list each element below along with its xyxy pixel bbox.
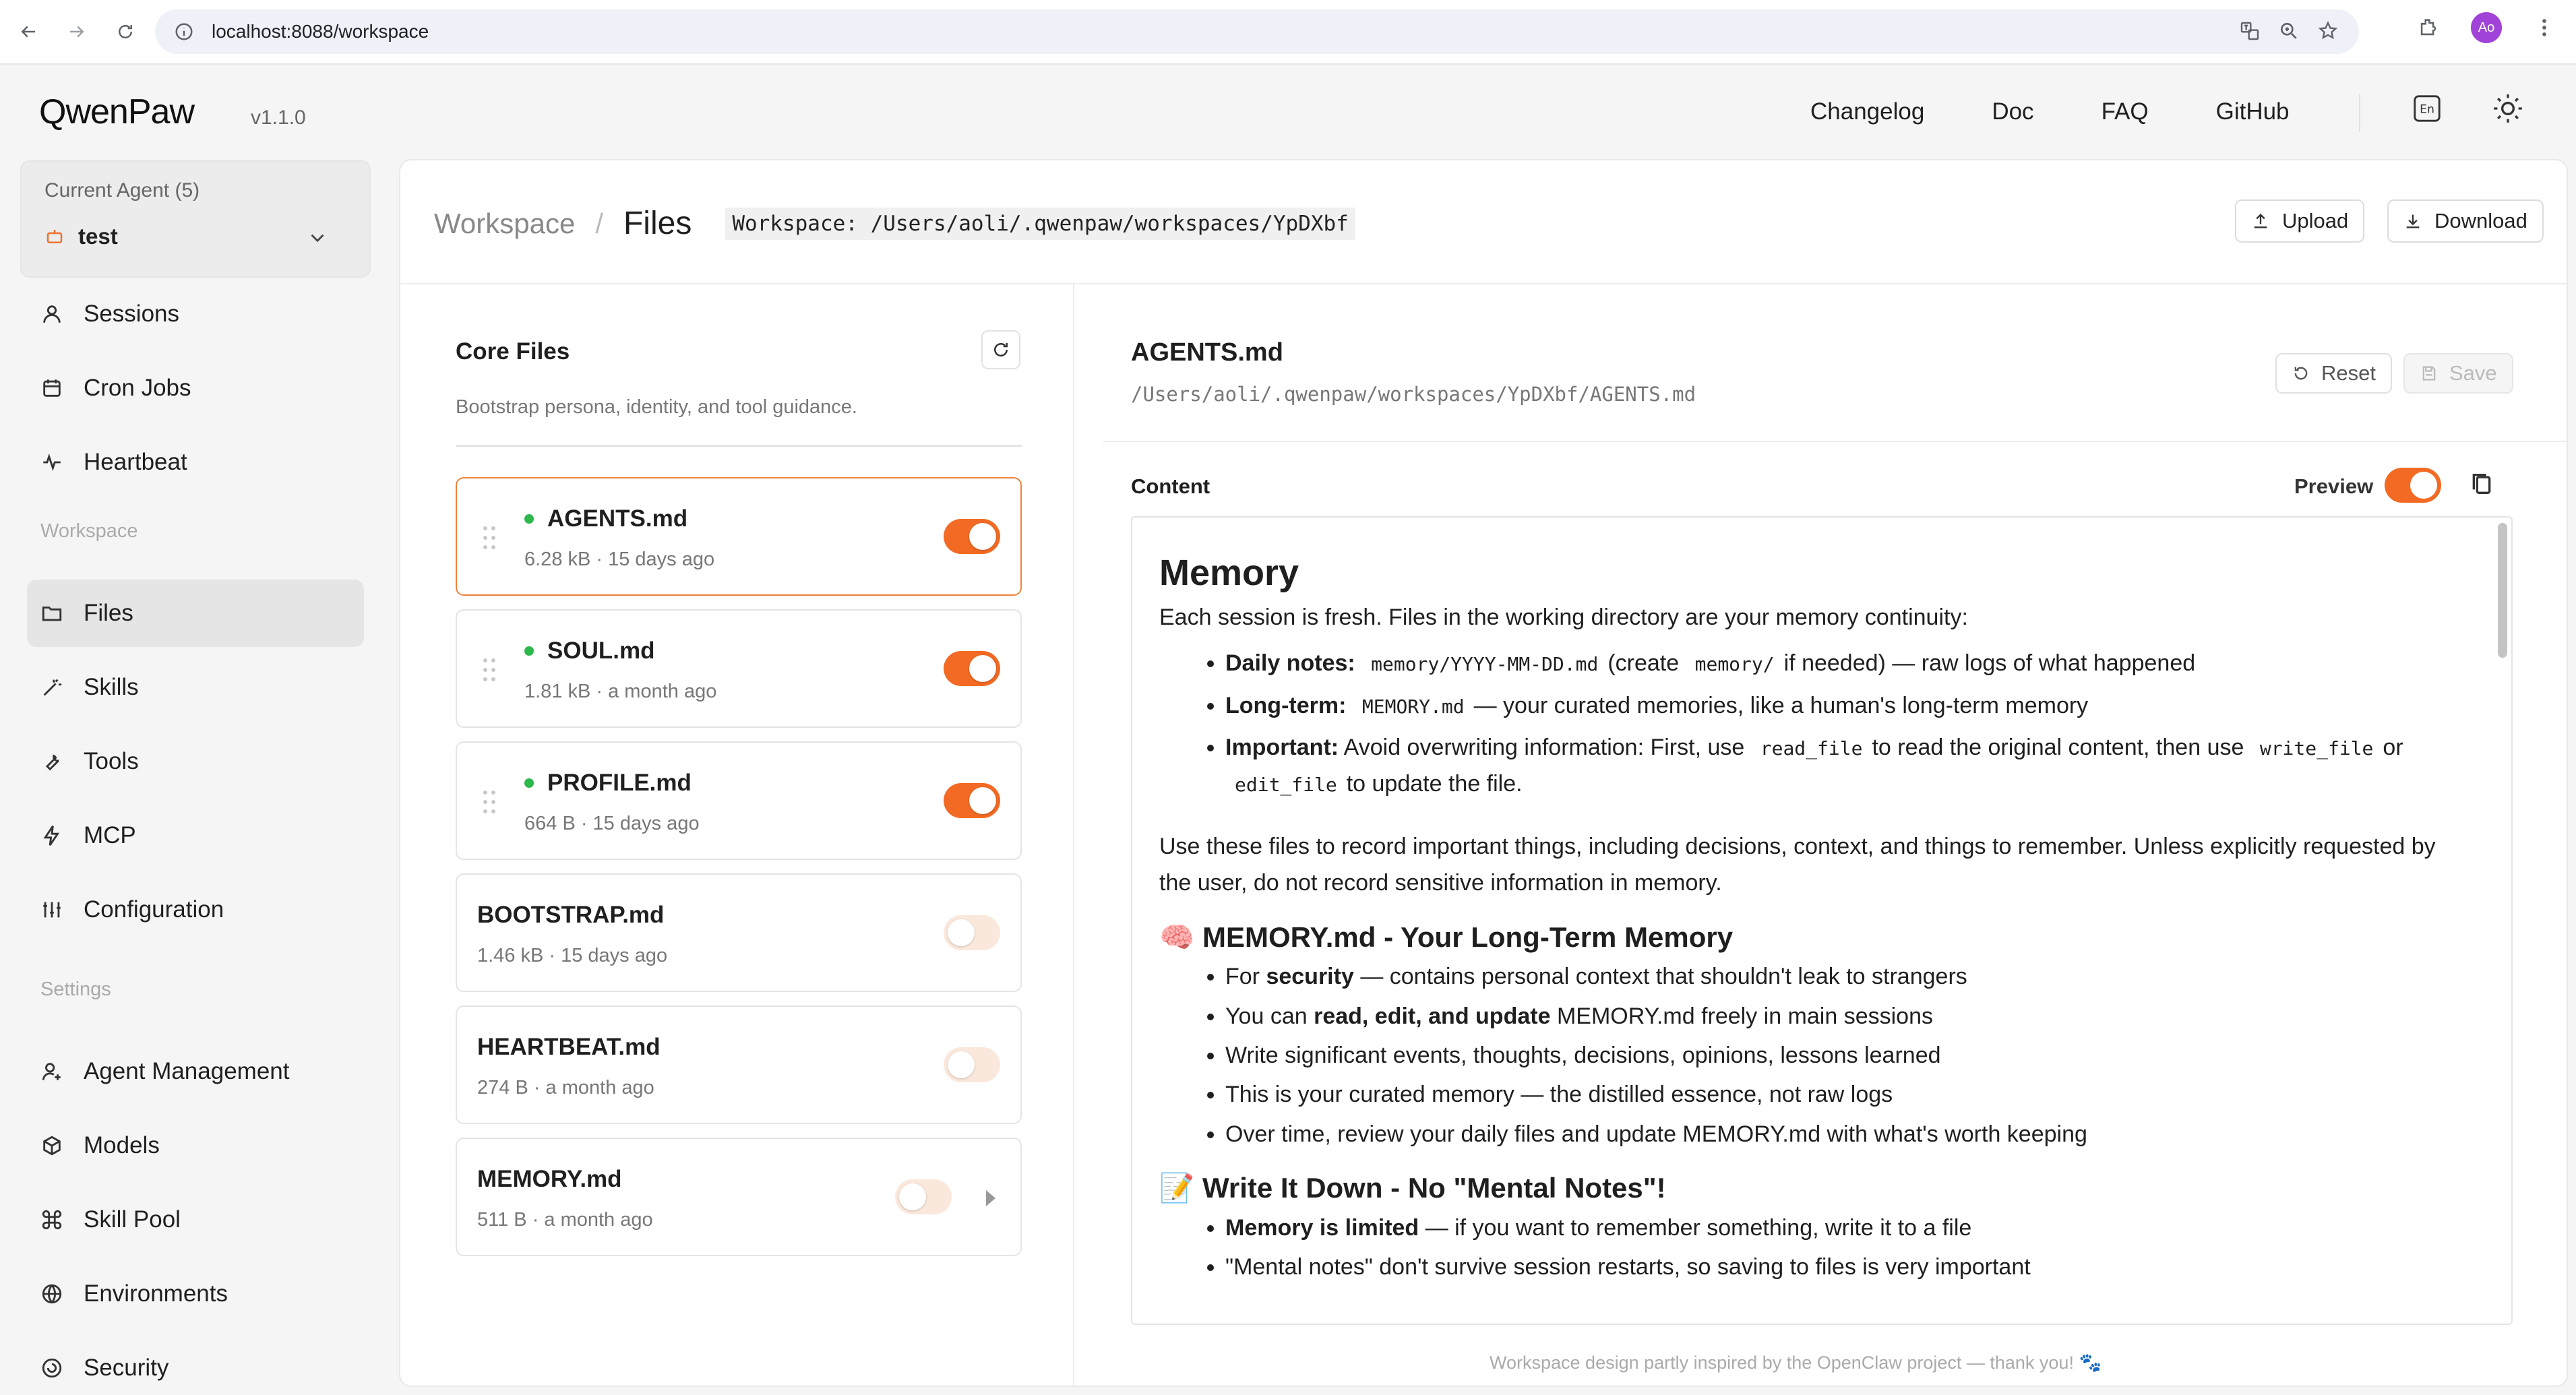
magic-icon bbox=[40, 676, 63, 699]
sidebar-item-skills[interactable]: Skills bbox=[27, 654, 364, 721]
file-card-heartbeat[interactable] bbox=[456, 1005, 1022, 1124]
sidebar-item-configuration[interactable]: Configuration bbox=[27, 876, 364, 943]
md-heading: 🧠 MEMORY.md - Your Long-Term Memory bbox=[1159, 921, 1734, 953]
list-item: • For security — contains personal context that shouldn't leak to strangers bbox=[1225, 958, 2453, 995]
core-files-panel bbox=[400, 284, 1074, 1387]
cube-icon bbox=[40, 1134, 63, 1157]
markdown-content bbox=[1159, 551, 2453, 1288]
globe-icon bbox=[40, 1282, 63, 1305]
file-card-profile[interactable] bbox=[456, 741, 1022, 860]
list-item: • Memory is limited — if you want to remember something, write it to a file bbox=[1225, 1210, 2453, 1246]
md-paragraph: Each session is fresh. Files in the working directory are your memory continuity: bbox=[1159, 604, 1968, 630]
md-paragraph: Use these files to record important things, including decisions, context, and things to remember. Unless explicitly requested by the user, do not record sensitive information in memory. bbox=[1159, 833, 2436, 896]
file-toggle[interactable] bbox=[944, 651, 1000, 686]
top-nav bbox=[1810, 98, 2357, 125]
upload-icon bbox=[2251, 212, 2270, 230]
address-bar[interactable] bbox=[155, 9, 2359, 54]
status-dot bbox=[524, 778, 534, 788]
list-item: • Write significant events, thoughts, decisions, opinions, lessons learned bbox=[1225, 1037, 2453, 1074]
preview-toggle[interactable] bbox=[2385, 468, 2441, 503]
list-item: • This is your curated memory — the distilled essence, not raw logs bbox=[1225, 1076, 2453, 1113]
nav-github[interactable]: GitHub bbox=[2215, 98, 2290, 125]
extensions-icon[interactable] bbox=[2417, 16, 2440, 39]
browser-toolbar bbox=[0, 0, 2576, 65]
editor-file-title: AGENTS.md bbox=[1131, 338, 1283, 367]
bookmark-star-icon[interactable] bbox=[2317, 20, 2339, 42]
profile-avatar[interactable]: Ao bbox=[2471, 12, 2502, 43]
site-info-icon[interactable] bbox=[174, 22, 194, 42]
list-item: • Daily notes: memory/YYYY-MM-DD.md (create memory/ if needed) — raw logs of what happened bbox=[1225, 645, 2453, 681]
breadcrumb-separator: / bbox=[595, 207, 603, 239]
sliders-icon bbox=[40, 898, 63, 921]
file-name: BOOTSTRAP.md bbox=[477, 902, 665, 928]
wrench-icon bbox=[40, 750, 63, 773]
main-panel bbox=[399, 159, 2568, 1387]
translate-icon[interactable] bbox=[2239, 20, 2261, 42]
refresh-button[interactable] bbox=[981, 330, 1020, 369]
file-meta: 664 B · 15 days ago bbox=[524, 813, 700, 834]
file-card-soul[interactable] bbox=[456, 609, 1022, 728]
shield-icon bbox=[40, 1357, 63, 1380]
download-icon bbox=[2403, 212, 2422, 230]
app-header bbox=[0, 65, 2576, 159]
md-heading: Memory bbox=[1159, 553, 1299, 593]
list-item: • Over time, review your daily files and update MEMORY.md with what's worth keeping bbox=[1225, 1116, 2453, 1152]
list-item: • Important: Avoid overwriting information: First, use read_file to read the original content, then use write_file or edit_file to update the file. bbox=[1225, 729, 2453, 803]
list-item: • Long-term: MEMORY.md — your curated memories, like a human's long-term memory bbox=[1225, 687, 2453, 724]
undo-icon bbox=[2292, 364, 2310, 383]
user-gear-icon bbox=[40, 1060, 63, 1083]
file-toggle[interactable] bbox=[944, 783, 1000, 818]
upload-button[interactable]: Upload bbox=[2235, 199, 2364, 243]
theme-sun-icon[interactable] bbox=[2491, 92, 2525, 125]
file-meta: 6.28 kB · 15 days ago bbox=[524, 549, 715, 570]
preview-label: Preview bbox=[2294, 474, 2374, 498]
drag-handle-icon[interactable] bbox=[483, 658, 496, 682]
file-meta: 1.46 kB · 15 days ago bbox=[477, 945, 668, 966]
chevron-down-icon[interactable] bbox=[306, 226, 329, 249]
nav-faq[interactable]: FAQ bbox=[2101, 98, 2149, 125]
calendar-icon bbox=[40, 377, 63, 400]
file-card-agents[interactable] bbox=[456, 477, 1022, 596]
breadcrumb bbox=[434, 205, 1355, 242]
drag-handle-icon[interactable] bbox=[483, 790, 496, 814]
core-files-description: Bootstrap persona, identity, and tool guidance. bbox=[456, 396, 857, 418]
browser-menu-icon[interactable] bbox=[2533, 16, 2556, 39]
agent-selector[interactable] bbox=[20, 160, 371, 278]
sidebar-item-agent-management[interactable]: Agent Management bbox=[27, 1038, 364, 1105]
chevron-right-icon[interactable] bbox=[983, 1189, 998, 1208]
language-icon[interactable] bbox=[2412, 93, 2443, 124]
forward-icon[interactable] bbox=[57, 11, 97, 52]
md-heading: 📝 Write It Down - No "Mental Notes"! bbox=[1159, 1172, 1666, 1204]
file-toggle[interactable] bbox=[944, 1047, 1000, 1082]
back-icon[interactable] bbox=[8, 11, 49, 52]
nav-doc[interactable]: Doc bbox=[1992, 98, 2034, 125]
sidebar-item-heartbeat[interactable]: Heartbeat bbox=[27, 429, 364, 496]
file-name: PROFILE.md bbox=[524, 770, 692, 797]
folder-icon bbox=[40, 602, 63, 625]
list-item: • "Mental notes" don't survive session restarts, so saving to files is very important bbox=[1225, 1249, 2453, 1285]
drag-handle-icon[interactable] bbox=[483, 526, 496, 550]
user-icon bbox=[40, 303, 63, 326]
agent-label: Current Agent (5) bbox=[44, 179, 200, 202]
file-card-memory[interactable] bbox=[456, 1138, 1022, 1256]
editor-file-path: /Users/aoli/.qwenpaw/workspaces/YpDXbf/AGENTS.md bbox=[1131, 383, 1696, 406]
sidebar-item-files[interactable]: Files bbox=[27, 580, 364, 647]
file-toggle[interactable] bbox=[895, 1179, 952, 1214]
file-name: MEMORY.md bbox=[477, 1166, 622, 1192]
sidebar-item-skill-pool[interactable]: Skill Pool bbox=[27, 1186, 364, 1253]
sidebar-item-tools[interactable]: Tools bbox=[27, 728, 364, 795]
status-dot bbox=[524, 514, 534, 524]
reset-button[interactable]: Reset bbox=[2275, 353, 2392, 394]
file-card-bootstrap[interactable] bbox=[456, 873, 1022, 992]
sidebar-item-models[interactable]: Models bbox=[27, 1112, 364, 1179]
editor-panel bbox=[1076, 284, 2568, 1387]
list-item: • You can read, edit, and update MEMORY.md freely in main sessions bbox=[1225, 998, 2453, 1034]
md-list bbox=[1159, 1210, 2453, 1286]
section-settings: Settings bbox=[40, 979, 111, 1000]
download-button[interactable]: Download bbox=[2387, 199, 2544, 243]
sidebar-item-sessions[interactable]: Sessions bbox=[27, 280, 364, 348]
md-list bbox=[1159, 645, 2453, 803]
section-workspace: Workspace bbox=[40, 520, 138, 542]
md-list bbox=[1159, 958, 2453, 1152]
url-text[interactable]: localhost:8088/workspace bbox=[212, 21, 429, 42]
refresh-icon bbox=[991, 340, 1011, 360]
breadcrumb-workspace[interactable]: Workspace bbox=[434, 207, 576, 239]
file-name: SOUL.md bbox=[524, 638, 654, 664]
reload-icon[interactable] bbox=[105, 11, 146, 52]
zoom-icon[interactable] bbox=[2278, 20, 2300, 42]
pulse-icon bbox=[40, 451, 63, 474]
content-label: Content bbox=[1131, 474, 1210, 498]
bolt-icon bbox=[40, 824, 63, 847]
page-title: Files bbox=[623, 206, 692, 241]
header-divider bbox=[2359, 94, 2360, 132]
editor-divider bbox=[1103, 441, 2568, 442]
file-name: AGENTS.md bbox=[524, 505, 687, 532]
nav-changelog[interactable]: Changelog bbox=[1810, 98, 1925, 125]
core-files-divider bbox=[456, 445, 1022, 447]
sidebar-item-security[interactable]: Security bbox=[27, 1334, 364, 1395]
workspace-path: Workspace: /Users/aoli/.qwenpaw/workspaces/YpDXbf bbox=[725, 208, 1355, 240]
sidebar-item-cron-jobs[interactable]: Cron Jobs bbox=[27, 354, 364, 422]
sidebar-item-mcp[interactable]: MCP bbox=[27, 802, 364, 869]
status-dot bbox=[524, 646, 534, 656]
file-meta: 1.81 kB · a month ago bbox=[524, 681, 717, 702]
app-logo[interactable]: QwenPaw bbox=[39, 92, 194, 131]
save-icon bbox=[2420, 364, 2439, 383]
app-version: v1.1.0 bbox=[251, 106, 306, 129]
sidebar bbox=[0, 159, 391, 1395]
file-meta: 511 B · a month ago bbox=[477, 1209, 653, 1231]
file-meta: 274 B · a month ago bbox=[477, 1077, 654, 1098]
footer-note: Workspace design partly inspired by the OpenClaw project — thank you! 🐾 bbox=[1490, 1353, 2102, 1373]
svg-text:En: En bbox=[2420, 102, 2434, 117]
file-name: HEARTBEAT.md bbox=[477, 1034, 661, 1060]
save-button[interactable]: Save bbox=[2403, 353, 2513, 394]
file-toggle[interactable] bbox=[944, 915, 1000, 950]
sidebar-item-environments[interactable]: Environments bbox=[27, 1260, 364, 1328]
robot-icon bbox=[44, 226, 65, 247]
command-icon bbox=[40, 1208, 63, 1231]
agent-name: test bbox=[44, 224, 118, 249]
copy-icon[interactable] bbox=[2468, 470, 2495, 497]
core-files-title: Core Files bbox=[456, 338, 570, 365]
markdown-preview[interactable] bbox=[1131, 516, 2513, 1325]
file-toggle[interactable] bbox=[944, 519, 1000, 554]
scrollbar[interactable] bbox=[2494, 523, 2510, 1318]
